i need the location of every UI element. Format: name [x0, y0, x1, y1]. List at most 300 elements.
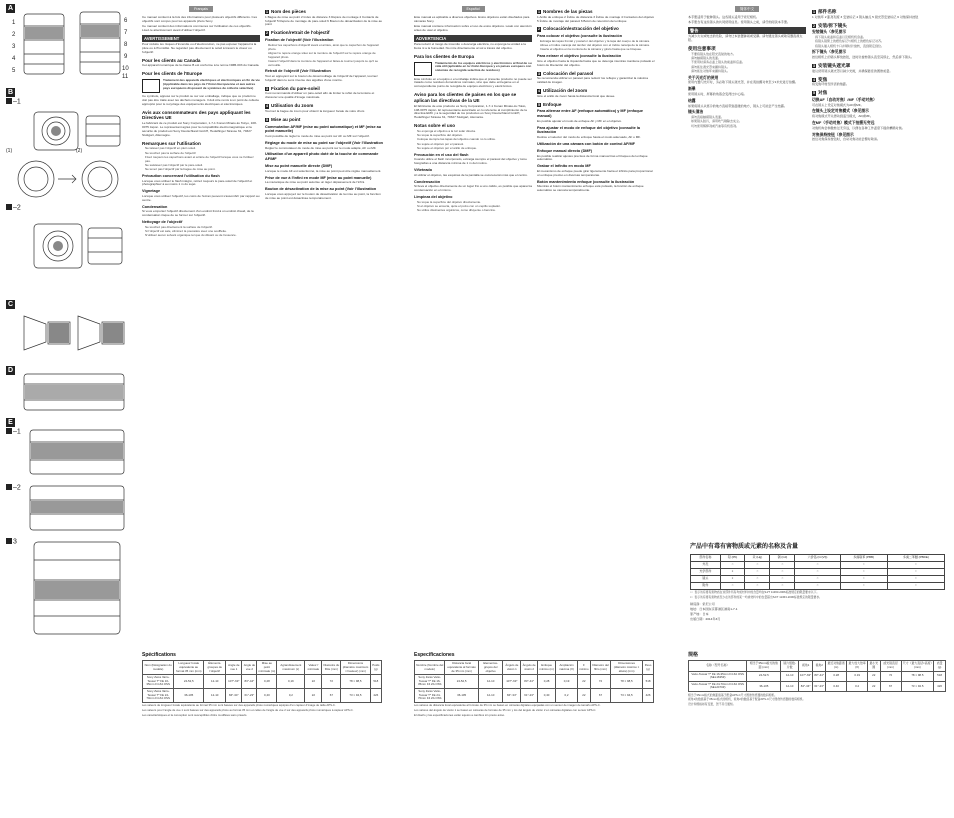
table-cell: 61°-23° — [813, 681, 826, 691]
column-header: 最小光圈 — [868, 661, 880, 671]
table-cell: 22 — [868, 681, 880, 691]
lens-detach-illustration — [30, 204, 128, 290]
column-header: Ángulo de visión 2 — [521, 661, 538, 675]
table-row — [415, 689, 654, 703]
column-header: Distancia focal equivalente al formato de 35 mm (mm) — [445, 661, 478, 675]
table-cell: 24-52.5 — [747, 671, 781, 681]
section-heading: 5 对焦 — [813, 90, 828, 96]
table-cell: 518 — [370, 675, 381, 689]
column-header: 部件名称 — [691, 554, 721, 561]
list-item: 请勿抓住对焦环来握持镜头。 — [691, 68, 731, 73]
intro-text: Ce manuel contient des informations communes sur l'utilisation de ces objectifs. Lisez-le attentivement avant d'utiliser l'objectif. — [142, 24, 252, 33]
column-header: Mise au point minimale (m) — [257, 661, 277, 675]
table-cell: ○ — [770, 582, 795, 589]
sub-heading: Para alternar entre AF (enfoque automático) y MF (enfoque manual) — [537, 109, 643, 119]
warning-text: Para reducir el riesgo de incendio o descarga eléctrica, no exponga la unidad a la lluvia ni a la humedad. No mire directamente al sol a través del objetivo. — [414, 42, 526, 51]
spec-title: Spécifications — [142, 652, 176, 658]
table-cell: 67 — [591, 689, 611, 703]
table-cell: 附件 — [691, 582, 721, 589]
column-header: Enfoque mínimo (m) — [538, 661, 556, 675]
list-item: Coloque siempre las tapas del objetivo cuando no lo utilice. — [417, 137, 496, 142]
column-header: 质量 (g) — [934, 661, 946, 671]
list-item: Si l'objectif est sale, éliminez la poussière avec une soufflette. — [145, 229, 227, 234]
lens-parts-illustration — [18, 6, 130, 80]
section-heading: 4 Utilisation du zoom — [266, 103, 314, 109]
section-heading: Notas sobre el uso — [414, 123, 456, 129]
table-cell: 67 — [880, 681, 901, 691]
section-heading: 2 Fixation/retrait de l'objectif — [266, 30, 330, 36]
section-heading: Para los clientes de Europa — [414, 53, 474, 59]
list-item: 如果镜头脏污，请用吹气刷除去灰尘。 — [691, 119, 743, 124]
step-item: Retirez les capuchons d'objectif avant et arrière, ainsi que le capuchon de l'appareil photo. — [268, 42, 379, 51]
figure-b-sub-1: –1 — [6, 98, 21, 107]
paragraph: 建议使用镜头遮光罩以减少光斑，并确保最佳的图像质量。 — [812, 68, 893, 73]
date-info: 出版日期：2014年3月 — [690, 617, 721, 622]
weee-bin-icon — [142, 79, 160, 93]
sub-heading: 拆下镜头（参见图示 — [812, 50, 847, 55]
table-cell: 84°-34° — [503, 689, 521, 703]
paragraph: 按住对焦保持按钮时，自动对焦功能会暂时取消。 — [812, 137, 881, 142]
label-2: (2) — [76, 148, 83, 154]
paragraph: Si vous emportez l'objectif directement d'un endroit froid à un endroit chaud, de la condensation risque de se former sur l'objectif. — [142, 209, 254, 218]
footnote: Les valeurs pour l'angle de vue 1 sont basées sur des appareils photo au format 35 mm et celles de l'angle de vue 2 sur des appareils photo numériques à capteur APS-C. — [142, 708, 354, 713]
list-item: Ne tenez pas l'objectif par la bague de mise au point. — [145, 167, 216, 172]
table-cell: ○ — [745, 561, 770, 568]
column-header: Ampliación máxima (X) — [556, 661, 578, 675]
figure-letter-b: B — [7, 89, 14, 96]
paragraph: Es posible realizar ajustes precisos de forma manual tras el bloqueo del enfoque automático. — [537, 153, 648, 162]
section-heading: 3 Fixation du pare-soleil — [266, 85, 320, 91]
figure-letter-d: D — [7, 367, 14, 374]
table-cell: ○ — [887, 561, 944, 568]
sub-heading: Para ajustar el modo de enfoque del objetivo (consulte la ilustración — [537, 125, 640, 135]
paragraph: El fabricante de este producto es Sony Corporation, 1-7-1 Konan Minato-ku Tokio, 108-0075 Japón. El representante autorizado en lo referente al cumplimiento de la directiva EMC y a la seguridad de los productos es Sony Deutschland GmbH, Hedelfinger Strasse 61, 70327 Stuttgart, Alemania. — [414, 103, 527, 120]
spec-table-french — [142, 660, 382, 703]
table-cell: 24-52,5 — [174, 675, 204, 689]
section-heading: 3 Colocación del parasol — [538, 70, 594, 76]
step-item: Alinee el índice naranja del tambor del objetivo con el índice naranja de la cámara. — [540, 43, 650, 48]
table-cell: 0,28 — [538, 675, 556, 689]
figure-b-sub-2: –2 — [6, 204, 21, 213]
intro-text: 本手册含有这些镜头的共同使用信息。使用镜头之前，请仔细阅读本手册。 — [688, 20, 791, 25]
paragraph: Il est possible de régler le mode de mise au point sur AF ou MF sur l'objectif. — [265, 133, 370, 138]
sub-heading: 在镜头上设定对焦模式（参见图示 — [812, 109, 869, 114]
column-header: Angle de vue 2 — [242, 661, 257, 675]
table-cell: ○ — [745, 575, 770, 582]
paragraph: Mientras el botón mantenimiento enfoque esté pulsado, la función de enfoque automático se cancela temporalmente. — [537, 184, 644, 193]
footnote: ×：表示该有毒有害物质至少在该部件的某一均质材料中的含量超出SJ/T 11363-2006标准规定的限量要求。 — [690, 594, 822, 599]
warning-heading: ADVERTENCIA — [414, 35, 532, 42]
column-header: 镜片组数-片数 — [781, 661, 799, 671]
footnote: Los valores del ángulo de visión 1 se basan en cámaras de formato de 35 mm y los del ángulo de visión 2 en cámaras digitales con sensor APS-C. — [414, 708, 597, 713]
table-cell: ○ — [745, 568, 770, 575]
table-cell: 107°-63° — [503, 675, 521, 689]
table-cell: 78 × 98.5 — [901, 671, 934, 681]
table-cell: ○ — [795, 575, 840, 582]
figure-e-sub-2: –2 — [6, 484, 21, 493]
table-cell: Sony Zeiss Vario-Tessar T* FE 24-70mm F4 ZA OSS — [143, 689, 174, 703]
list-item: 请勿触摸镜头的表面。 — [691, 56, 722, 61]
table-cell: 0,28 — [257, 675, 277, 689]
column-header: 多溴二苯醚 (PBDE) — [887, 554, 944, 561]
part-number-4: 4 — [12, 56, 16, 62]
paragraph: 如果将镜头从寒冷的地方直接带到温暖的地方，镜头上可能会产生结露。 — [688, 103, 787, 108]
column-header: Ángulo de visión 1 — [503, 661, 521, 675]
table-cell: 518 — [643, 675, 654, 689]
sub-heading: Limpieza del objetivo — [414, 195, 453, 200]
section-heading: 1 部件名称 — [813, 9, 837, 14]
sub-heading: Botón mantenimiento enfoque (consulte la ilustración — [537, 179, 635, 184]
sub-heading: Réglage du mode de mise au point sur l'objectif (Voir l'illustration — [265, 140, 383, 145]
table-cell: 73 × 94,5 — [611, 689, 643, 703]
step-item: Extraiga las tapas frontal y posterior del objetivo y la tapa del cuerpo de la cámara. — [540, 38, 650, 43]
weee-heading: Tratamiento de los equipos eléctricos y electrónicos al final de su vida útil (aplicable en la Unión Europea y en países europeos con sistemas de recogida selectiva de residuos) — [435, 60, 532, 73]
address-info: 地址：日本国东京都港区港南1-7-1 — [690, 607, 738, 612]
weee-heading: Traitement des appareils électriques et électroniques en fin de vie (Applicable dans les pays de l'Union Européenne et aux autres pays européens disposant de systèmes de collecte sélective) — [163, 78, 260, 90]
table-cell: 外壳 — [691, 561, 721, 568]
table-cell: ○ — [887, 582, 944, 589]
sub-marker-icon — [6, 98, 12, 104]
column-header: 汞 (Hg) — [745, 554, 770, 561]
part-number-10: 10 — [122, 66, 129, 72]
list-item: No exponga el objetivo a la luz solar directa. — [417, 128, 476, 133]
table-cell: 22 — [868, 671, 880, 681]
list-item: N'utilisez aucun solvant organique tel que du diluant ou de l'essence. — [145, 233, 237, 238]
table-cell: 0,40 — [257, 689, 277, 703]
table-cell: 73 × 94,5 — [341, 689, 370, 703]
language-tab-spanish: Español — [462, 6, 485, 12]
table-row — [691, 582, 945, 589]
paragraph: Gire el anillo de zoom hasta la distancia focal que desee. — [537, 93, 616, 98]
table-row — [415, 675, 654, 689]
table-cell: 426 — [643, 689, 654, 703]
language-tab-french: Français — [189, 6, 213, 12]
paragraph: 将对焦模式开关滑动到适当模式，AF或MF。 — [812, 114, 874, 119]
sub-heading: 结露 — [688, 98, 696, 103]
warning-heading: 警告 — [688, 27, 806, 34]
step-item: 将镜头镜筒上的橙色标记与相机上的橙色标记对齐。 — [815, 39, 885, 44]
column-header: 多溴联苯 (PBB) — [840, 554, 887, 561]
list-item: 切勿使用稀释剂或汽油等有机溶剂。 — [691, 123, 740, 128]
weee-bin-icon — [414, 62, 432, 76]
section-heading: 1 Nom des pièces — [266, 9, 306, 14]
table-cell: 107°-63° — [799, 671, 813, 681]
table-cell: 22 — [305, 675, 322, 689]
column-header: Éléments-groupes de l'objectif — [204, 661, 226, 675]
intro-text: Este manual es aplicable a diversos objetivos. Estos objetivos están diseñados para cámaras Sony. — [414, 15, 530, 24]
column-header: 尺寸（最大直径×高度）(mm) — [901, 661, 934, 671]
section-heading: Avis aux consommateurs des pays appliquant les Directives UE — [142, 109, 251, 121]
column-header: Longueur focale équivalente au format 35 mm (mm) — [174, 661, 204, 675]
sub-heading: Viñeteado — [414, 168, 433, 173]
paragraph: Al utilizar el objetivo, las esquinas de la pantalla se oscurecerán más que el centro. — [414, 172, 528, 177]
sub-heading: 安装镜头（参见图示 — [812, 30, 847, 35]
sub-heading: Retrait de l'objectif (Voir l'illustration — [265, 69, 331, 74]
sub-heading: 对焦保持按钮（参见图示 — [812, 132, 854, 137]
table-row — [689, 681, 946, 691]
table-cell: 36-105 — [445, 689, 478, 703]
table-cell: 107°-63° — [226, 675, 242, 689]
sub-heading: Fixation de l'objectif (Voir l'illustration — [265, 38, 334, 43]
intro-text: Este manual contiene información sobre el uso de estos objetivos. Léalo con atención antes de usar el objetivo. — [414, 24, 532, 33]
table-row — [143, 675, 382, 689]
paragraph: Lorsque vous appuyez sur le bouton de désactivation de la mise au point, la fonction de mise au point est désactivée temporairement. — [265, 191, 381, 200]
table-cell: 0,2 — [556, 689, 578, 703]
list-item: No sujete el objetivo por el parasol. — [417, 141, 464, 146]
table-cell: ○ — [840, 568, 887, 575]
footnote: Les valeurs de longueur focale équivalente au format 35 mm sont basées sur des appareils photo numériques équipés d'un capteur d'image de taille APS-C. — [142, 703, 336, 708]
paragraph: Deslice el selector del modo de enfoque hasta el modo adecuado, AF o MF. — [537, 135, 641, 140]
section-heading: Aviso para los clientes de países en los que se aplican las directivas de la UE — [414, 92, 517, 103]
part-number-7: 7 — [124, 30, 128, 36]
section-heading: 1 Nombres de las piezas — [538, 9, 593, 14]
figure-d — [6, 366, 133, 416]
spec-section-french — [142, 652, 382, 718]
sub-marker-icon — [6, 538, 12, 544]
paragraph: 对焦机构会稍微转过无穷远，以便在各种工作温度下提供精确对焦。 — [812, 125, 905, 130]
paragraph: Cet appareil numérique de la classe B est conforme à la norme NMB-003 du Canada. — [142, 63, 260, 68]
focus-switch-illustration — [24, 426, 130, 478]
part-number-8: 8 — [124, 42, 128, 48]
column-french-1 — [142, 6, 260, 642]
spec-section-spanish — [414, 652, 654, 718]
paragraph: Este símbolo en el equipo o el embalaje indica que el presente producto no puede ser tratado como residuos domésticos normales, sino que debe entregarse en el correspondiente punto de recogida de equipos eléctricos y electrónicos. — [414, 76, 532, 89]
paragraph: 使用内置闪光灯时，务必取下镜头遮光罩，并在离拍摄对象至少1米处进行拍摄。 — [688, 80, 799, 85]
table-cell: 426 — [934, 681, 946, 691]
column-header: 镉 (Cd) — [770, 554, 795, 561]
sub-marker-icon — [6, 428, 12, 434]
sub-heading: 在MF（手动对焦）模式下拍摄无穷远 — [812, 121, 875, 126]
table-cell: 22 — [305, 689, 322, 703]
table-cell: 36-105 — [174, 689, 204, 703]
footnote: Los valores de distancia focal equivalente al formato de 35 mm se basan en cámaras digitales equipadas con un sensor de imagen de tamaño APS-C. — [414, 703, 601, 708]
sub-heading: 关于闪光灯的使用 — [688, 75, 719, 80]
column-header: 六价铬 (Cr(VI)) — [795, 554, 840, 561]
sub-heading: Nettoyage de l'objectif — [142, 220, 183, 225]
section-heading: Pour les clients au Canada — [142, 57, 201, 63]
paragraph: Lorsque le mode AF est sélectionné, la mise au point peut être réglée manuellement. — [265, 168, 382, 173]
list-item: 请勿抓住遮光罩来握持镜头。 — [691, 64, 731, 69]
spec-table-chinese — [688, 660, 946, 692]
table-cell: 84°-34° — [799, 681, 813, 691]
column-header: Elementos-grupos del objetivo — [478, 661, 503, 675]
table-cell: ○ — [840, 561, 887, 568]
column-header: 滤光镜直径 (mm) — [880, 661, 901, 671]
table-cell: 光学部件 — [691, 568, 721, 575]
column-french-2 — [265, 6, 383, 642]
table-row — [691, 575, 945, 582]
sub-heading: Para extraer el objetivo (consulte la ilustración — [537, 54, 622, 59]
table-cell: ○ — [795, 582, 840, 589]
spec-section-chinese — [688, 652, 946, 707]
dmf-illustration — [24, 482, 130, 534]
paragraph: La mécanique de mise au point autorise un léger dépassement de l'infini. — [265, 180, 365, 185]
table-cell: 0.2 — [847, 681, 868, 691]
paragraph: Le fabricant de ce produit est Sony Corporation, 1-7-1 Konan Minato-ku Tokyo, 108-0075 Japon. Le représentant agréé pour la compatibilité électromagnétique et la sécurité du produit est Sony Deutschland GmbH, Hedelfinger Strasse 61, 70327 Stuttgart, Allemagne. — [142, 121, 257, 137]
section-heading: 2 Colocación/extracción del objetivo — [538, 26, 619, 32]
table-cell: ○ — [795, 568, 840, 575]
figure-a — [6, 4, 133, 84]
column-header: F mínimo — [577, 661, 590, 675]
sub-heading: Utilización de una cámara con botón de control AF/MF — [537, 142, 635, 147]
maker-info: 制造商：索尼公司 — [690, 602, 715, 607]
footnote: 相当于35mm格式的焦距值基于配备APS-C尺寸图像传感器的数码相机。 — [688, 692, 778, 697]
table-cell: Vario-Tessar T* FE 24-70mm F4 ZA OSS (SEL2470Z) — [689, 681, 747, 691]
column-header: Nombre (Nombre del modelo) — [415, 661, 445, 675]
paragraph: 1 Anillo de enfoque 2 Índice de distancia 3 Índice de montaje 4 Contactos del objetivo 5 Índice de montaje del parasol 6 Botón de retención del enfoque — [537, 14, 655, 23]
list-item: Ne touchez pas directement la surface de l'objectif. — [145, 224, 213, 229]
footnote: 视角1的数值基于35mm格式的相机，视角2的数值基于配备APS-C尺寸图像传感器的数码相机。 — [688, 697, 806, 702]
sub-heading: Grabar el infinito en modo MF — [537, 164, 591, 169]
paragraph: 使用镜头时，屏幕的角落会变得比中心暗。 — [688, 91, 747, 96]
section-heading: 3 安装镜头遮光罩 — [813, 62, 851, 68]
spec-title: 规格 — [688, 652, 699, 658]
language-tab-chinese: 简体中文 — [735, 6, 759, 12]
list-item: Ne touchez pas la surface de l'objectif. — [145, 150, 197, 155]
column-header: Poids (g) — [370, 661, 381, 675]
figure-c — [6, 300, 133, 364]
table-cell: ○ — [720, 582, 745, 589]
table-cell: 78 × 98,5 — [611, 675, 643, 689]
paragraph: Se recomienda utilizar un parasol para reducir los reflejos y garantizar la máxima calidad de imagen. — [537, 76, 648, 85]
column-header: Valeur f minimale — [305, 661, 322, 675]
paragraph: 按住相机上的镜头释放按钮，逆时针旋转镜头直至其停止，然后拆下镜头。 — [812, 55, 915, 60]
sub-heading: Precaución en el uso del flash — [414, 152, 469, 157]
column-header: 最近对焦距离 (m) — [826, 661, 847, 671]
sub-heading: Condensation — [142, 204, 168, 209]
table-cell: 0,40 — [538, 689, 556, 703]
table-cell: ○ — [840, 575, 887, 582]
paragraph: Tout en appuyant sur le bouton de déverrouillage de l'objectif de l'appareil, tournez l'objectif dans le sens inverse des aiguilles d'une montre. — [265, 74, 378, 82]
column-chinese-2 — [812, 6, 942, 536]
step-item: Inserte el objetivo en la montura de la cámara y gírelo hasta que se bloquee. — [540, 47, 642, 52]
column-header: Nom (Désignation du modèle) — [143, 661, 174, 675]
focus-hold-illustration — [24, 536, 130, 640]
table-cell: 518 — [934, 671, 946, 681]
list-item: 不要将镜头放在阳光直射的地方。 — [691, 51, 737, 56]
paragraph: Réglez le commutateur du mode de mise au point sur le mode adapté, AF ou MF. — [265, 145, 377, 150]
intro-text: 本手册适用于数种镜头。这些镜头适用于索尼相机。 — [688, 15, 760, 20]
table-cell: 24-52,5 — [445, 675, 478, 689]
table-cell: 12-10 — [478, 689, 503, 703]
intro-text: Ce manuel contient à la fois des informations pour plusieurs objectifs différents. Ces objectifs sont conçus pour les appareils photo Sony. — [142, 15, 257, 24]
paragraph: Tournez la bague de zoom pour obtenir la longueur focale de votre choix. — [265, 108, 366, 113]
list-item: No toque la superficie del objetivo directamente. — [417, 199, 482, 204]
table-cell: 12-10 — [781, 681, 799, 691]
table-cell: ○ — [840, 582, 887, 589]
table-cell: × — [720, 575, 745, 582]
footer-note: 设计和规格如有变更，恕不另行通知。 — [688, 702, 736, 707]
table-cell: 72 — [591, 675, 611, 689]
table-cell: 72 — [880, 671, 901, 681]
sub-heading: 渐晕 — [688, 87, 696, 92]
table-cell: 镜头 — [691, 575, 721, 582]
table-cell: 61°-23° — [242, 689, 257, 703]
spec-table-spanish — [414, 660, 654, 703]
table-cell: Vario-Tessar T* FE 16-35mm F4 ZA OSS (SEL1635Z) — [689, 671, 747, 681]
table-cell: 0,2 — [277, 689, 305, 703]
column-spanish-2 — [537, 6, 655, 642]
table-cell: 72 — [322, 675, 341, 689]
table-cell: 0,19 — [277, 675, 305, 689]
list-item: No utilice disolventes orgánicos, como diluyente o bencina. — [417, 208, 496, 213]
sub-heading: Commutation AF/MF (mise au point automatique) et MF (mise au point manuelle) — [265, 124, 382, 134]
column-header: 相当于35mm格式的焦距 (mm) — [747, 661, 781, 671]
table-cell: ○ — [887, 575, 944, 582]
sub-heading: Condensación — [414, 179, 441, 184]
table-cell: ○ — [745, 582, 770, 589]
spec-title: Especificaciones — [414, 652, 455, 658]
figure-b — [6, 88, 133, 298]
table-cell: Sony Zeiss Vario-Tessar T* FE 16-35mm F4 ZA OSS — [143, 675, 174, 689]
part-number-2: 2 — [12, 32, 16, 38]
sub-heading: 镜头清洁 — [688, 110, 704, 115]
step-item: 将镜头插入相机卡口并顺时针旋转，直到锁定到位。 — [815, 43, 885, 48]
figure-letter-c: C — [7, 301, 14, 308]
step-item: 拆下镜头前盖和后盖以及相机机身盖。 — [815, 35, 867, 40]
part-number-3: 3 — [12, 44, 16, 50]
footer-note: El diseño y las especificaciones están sujetos a cambios sin previo aviso. — [414, 713, 505, 718]
part-number-6: 6 — [124, 18, 128, 24]
list-item: Ne saisissez pas l'objectif par le pare-soleil. — [145, 162, 203, 167]
column-header: 视角2 — [813, 661, 826, 671]
part-number-5: 5 — [12, 68, 16, 74]
section-heading: 使用注意事项 — [688, 46, 716, 52]
column-header: Peso (g) — [643, 661, 654, 675]
table-cell: Sony Zeiss Vario-Tessar T* FE 16-35mm F4 ZA OSS — [415, 675, 445, 689]
table-row — [691, 568, 945, 575]
sub-heading: 切换AF（自动对焦）/MF（手动对焦） — [812, 97, 877, 102]
column-header: Angle de vue 1 — [226, 661, 242, 675]
paragraph: 可在镜头上设定对焦模式为AF或MF。 — [812, 102, 864, 107]
figure-e-sub-1: –1 — [6, 428, 21, 437]
table-cell: ○ — [887, 568, 944, 575]
table-row — [143, 689, 382, 703]
paragraph: Il est recommandé d'utiliser un pare-soleil afin de limiter le reflet de la lumière et d'assurer une qualité d'image maximale. — [265, 91, 375, 100]
part-number-9: 9 — [124, 54, 128, 60]
sub-heading: Prise de vue à l'infini en mode MF (mise au point manuelle) — [265, 175, 372, 180]
step-item: Alignez le repère orange situé sur la monture de l'objectif sur le repère orange de l'appareil photo. — [268, 50, 376, 59]
paragraph: Es posible ajustar el modo de enfoque AF y MF en el objetivo. — [537, 118, 622, 123]
part-number-1: 1 — [12, 20, 16, 26]
footer-note: Les caractéristiques et la conception sont susceptibles d'être modifiées sans préavis. — [142, 713, 248, 718]
section-heading: Remarques sur l'utilisation — [142, 140, 201, 146]
section-heading: 4 变焦 — [813, 76, 828, 82]
part-number-11: 11 — [122, 74, 129, 80]
figure-e — [6, 418, 133, 648]
list-item: Si el objetivo se ensucia, quite el polvo con un cepillo soplador. — [417, 204, 501, 209]
warning-text: Pour réduire les risques d'incendie ou d'électrocution, ne pas exposer l'appareil à la pluie ou à l'humidité. Ne regardez pas directement le soleil à travers le viseur ou l'objectif. — [142, 42, 257, 54]
table-cell: 84°-34° — [226, 689, 242, 703]
section-heading: 4 Utilización del zoom — [538, 88, 588, 94]
label-1: (1) — [6, 148, 13, 154]
sub-heading: Enfoque manual directo (DMF) — [537, 148, 593, 153]
column-header: Dimensions (diamètre maximum × hauteur) (mm) — [341, 661, 370, 675]
section-heading: 5 Enfoque — [538, 101, 562, 107]
table-cell: 73 × 94.5 — [901, 681, 934, 691]
table-cell: 0.28 — [826, 671, 847, 681]
warning-heading: AVERTISSEMENT — [142, 35, 260, 42]
table-cell: ○ — [770, 568, 795, 575]
table-cell: 12-10 — [204, 675, 226, 689]
sub-heading: Utilisation d'un appareil photo doté de la touche de commande AF/MF — [265, 152, 379, 162]
column-spanish-1 — [414, 6, 532, 642]
table-cell: 36-105 — [747, 681, 781, 691]
table-cell: 22 — [577, 675, 590, 689]
table-cell: 0.40 — [826, 681, 847, 691]
table-cell: × — [720, 568, 745, 575]
list-item: Fixez toujours les capuchons avant et arrière de l'objectif lorsque vous ne l'utilisez pas. — [145, 154, 254, 163]
